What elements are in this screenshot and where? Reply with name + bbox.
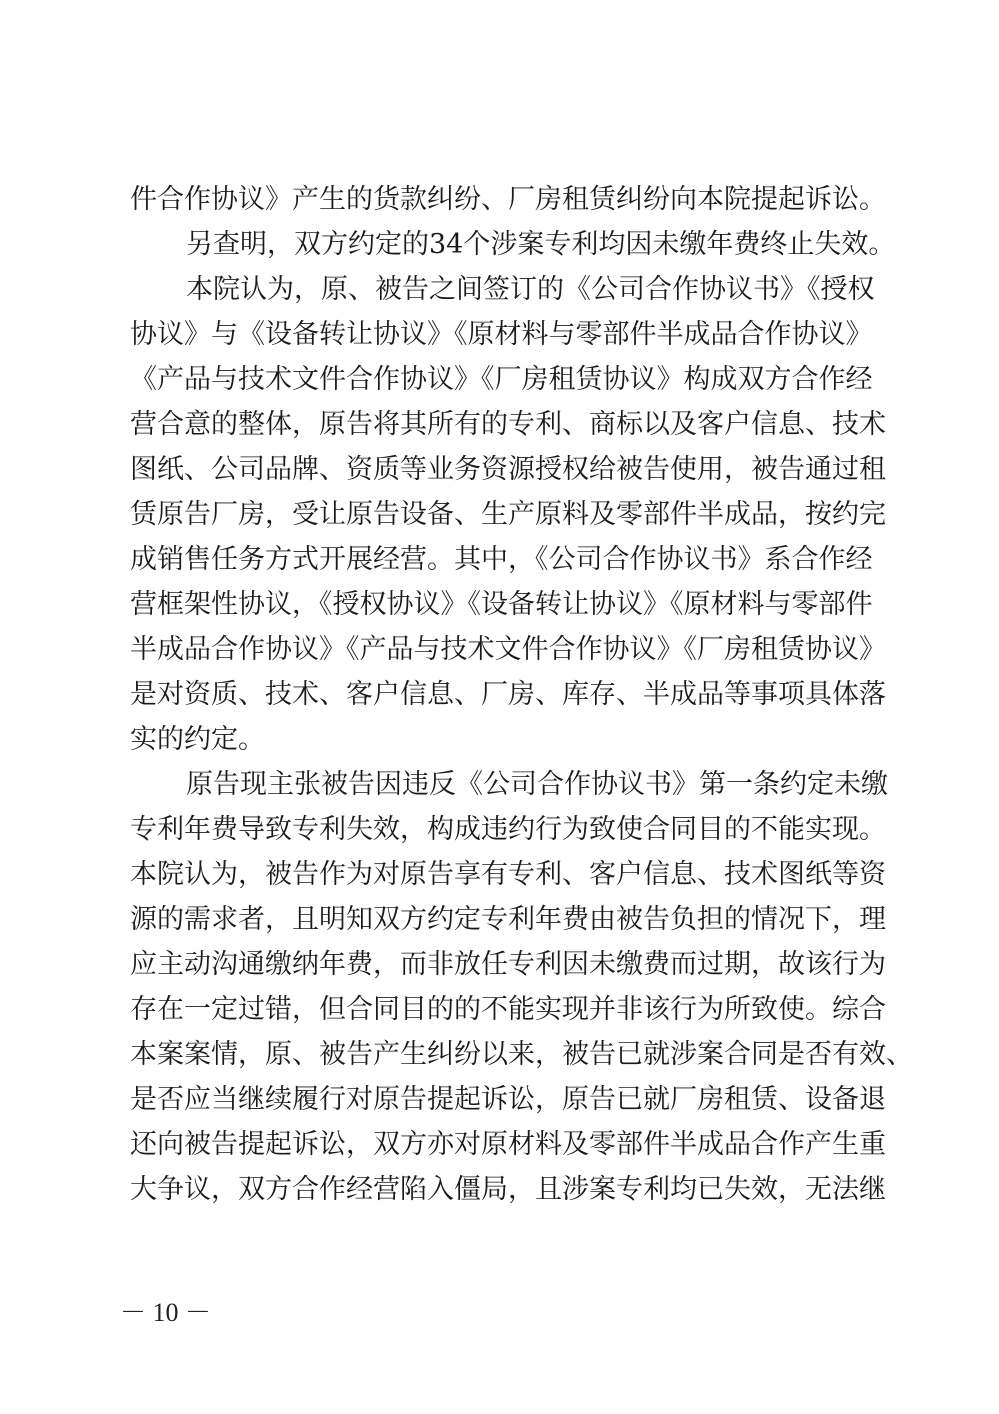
text-line-paragraph-end: 实的约定。 [130,724,265,755]
text-line-paragraph-start: 另查明，双方约定的34个涉案专利均因未缴年费终止失效。 [186,229,896,260]
text-line: 存在一定过错，但合同目的的不能实现并非该行为所致使。综合 [130,994,886,1025]
text-line: 是对资质、技术、客户信息、厂房、库存、半成品等事项具体落 [130,679,886,710]
page-number: － 10 － [120,1298,212,1327]
text-line: 是否应当继续履行对原告提起诉讼，原告已就厂房租赁、设备退 [130,1084,886,1115]
text-line-paragraph-start: 本院认为，原、被告之间签订的《公司合作协议书》《授权 [186,274,875,305]
text-line: 《产品与技术文件合作协议》《厂房租赁协议》构成双方合作经 [130,364,873,395]
text-line: 大争议，双方合作经营陷入僵局，且涉案专利均已失效，无法继 [130,1174,886,1205]
text-line: 图纸、公司品牌、资质等业务资源授权给被告使用，被告通过租 [130,454,886,485]
text-line: 本院认为，被告作为对原告享有专利、客户信息、技术图纸等资 [130,859,886,890]
text-line: 应主动沟通缴纳年费，而非放任专利因未缴费而过期，故该行为 [130,949,886,980]
text-line: 营框架性协议，《授权协议》《设备转让协议》《原材料与零部件 [130,589,873,620]
text-line: 半成品合作协议》《产品与技术文件合作协议》《厂房租赁协议》 [130,634,886,665]
text-line: 赁原告厂房，受让原告设备、生产原料及零部件半成品，按约完 [130,499,886,530]
text-line: 营合意的整体，原告将其所有的专利、商标以及客户信息、技术 [130,409,886,440]
text-line: 成销售任务方式开展经营。其中，《公司合作协议书》系合作经 [130,544,873,575]
text-line-paragraph-start: 原告现主张被告因违反《公司合作协议书》第一条约定未缴 [186,769,888,800]
text-line: 还向被告提起诉讼，双方亦对原材料及零部件半成品合作产生重 [130,1129,886,1160]
text-line: 源的需求者，且明知双方约定专利年费由被告负担的情况下，理 [130,904,886,935]
text-line: 件合作协议》产生的货款纠纷、厂房租赁纠纷向本院提起诉讼。 [130,184,886,215]
text-line: 本案案情，原、被告产生纠纷以来，被告已就涉案合同是否有效、 [130,1039,913,1070]
text-line: 协议》与《设备转让协议》《原材料与零部件半成品合作协议》 [130,319,873,350]
text-line: 专利年费导致专利失效，构成违约行为致使合同目的不能实现。 [130,814,886,845]
